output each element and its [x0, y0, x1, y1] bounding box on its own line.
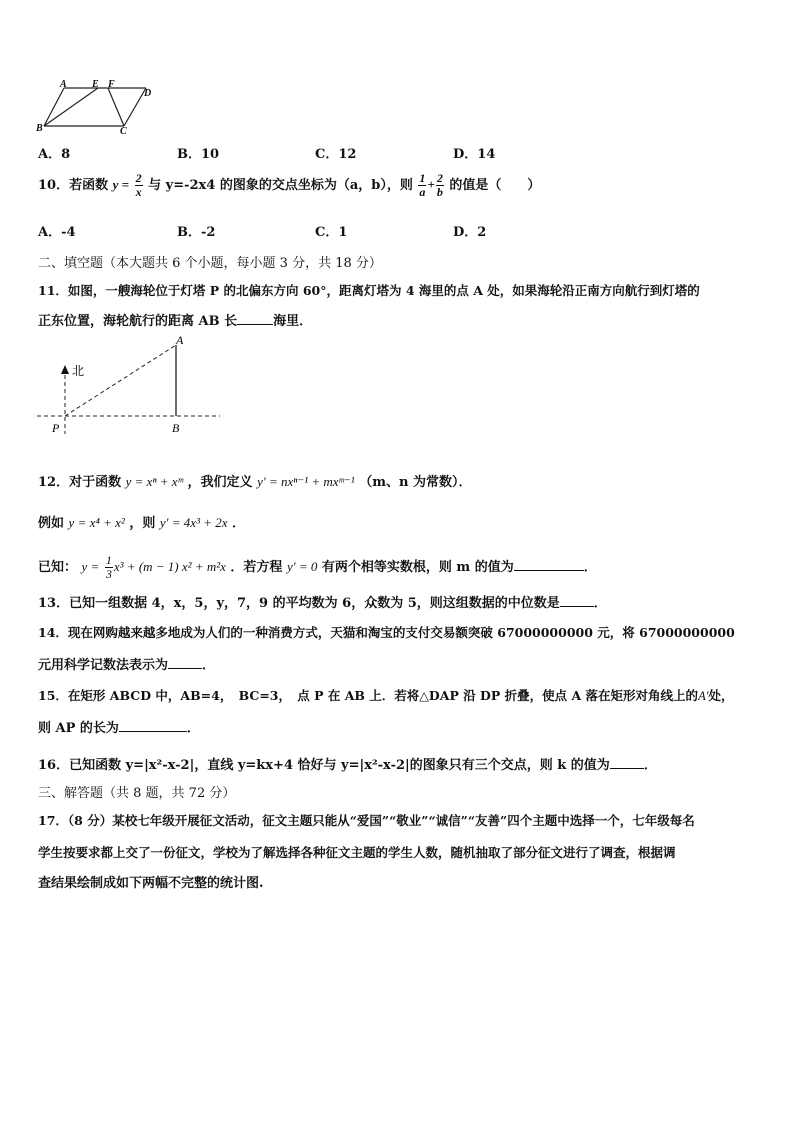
q11-line-2: 正东位置，海轮航行的距离 AB 长 海里．: [38, 314, 313, 329]
q10-mid: 与 y=-2x4 的图象的交点坐标为（a，b），则: [148, 178, 413, 193]
edge-dc: [124, 88, 146, 126]
q9-option-d: D．14: [453, 147, 496, 162]
q12-function: y = xⁿ + xᵐ: [125, 474, 183, 489]
label-e: E: [92, 79, 99, 90]
question-13: 13．已知一组数据 4，x，5，y，7，9 的平均数为 6，众数为 5，则这组数据的中位数是 ．: [38, 596, 607, 611]
q9-option-a: A．8: [38, 147, 71, 162]
label-f: F: [108, 79, 115, 90]
q12-line-1: 12．对于函数 y = xⁿ + xᵐ ，我们定义 y′ = nxⁿ⁻¹ + mxᵐ⁻¹ （m、n 为常数）．: [38, 474, 472, 490]
q10-y: y =: [112, 177, 130, 192]
q15-line-1: 15．在矩形 ABCD 中，AB=4， BC=3， 点 P 在 AB 上．若将△DAP 沿 DP 折叠，使点 A 落在矩形对角线上的A′处，: [38, 688, 734, 703]
segment-be: [44, 88, 98, 126]
q16-answer-blank: [610, 756, 644, 769]
q15-answer-blank: [119, 719, 187, 732]
q17-line-2: 学生按要求都上交了一份征文，学校为了解选择各种征文主题的学生人数，随机抽取了部分征文进行了调查，根据调: [38, 845, 676, 860]
lighthouse-figure: [32, 330, 232, 440]
q10-option-c: C．1: [315, 225, 348, 240]
label-d: D: [144, 88, 152, 99]
segment-cf: [108, 88, 124, 126]
q10-fraction-2: $\frac{1}{a}$: [419, 171, 426, 199]
q12-derivative: y′ = nxⁿ⁻¹ + mxᵐ⁻¹: [257, 474, 355, 489]
q14-answer-blank: [168, 656, 202, 669]
section-3-heading: 三、解答题（共 8 题，共 72 分）: [38, 786, 236, 801]
q13-answer-blank: [560, 594, 594, 607]
q11-line-1: 11．如图，一艘海轮位于灯塔 P 的北偏东方向 60°，距离灯塔为 4 海里的点 A 处，如果海轮沿正南方向航行到灯塔的: [38, 283, 700, 298]
q11-answer-blank: [237, 312, 273, 325]
q14-line-1: 14．现在网购越来越多地成为人们的一种消费方式，天猫和淘宝的支付交易额突破 67000000000 元，将 67000000000: [38, 625, 735, 640]
q12-known: 已知： y = $\frac{1}{3}$ x³ + (m − 1) x² + m²x ．若方程 y′ = 0 有两个相等实数根，则 m 的值为 ．: [38, 553, 597, 581]
q17-line-3: 查结果绘制成如下两幅不完整的统计图.: [38, 876, 264, 891]
label-a: A: [60, 79, 67, 90]
section-2-heading: 二、填空题（本大题共 6 个小题，每小题 3 分，共 18 分）: [38, 256, 382, 271]
north-label: 北: [72, 364, 85, 378]
q10-suffix: 的值是（ ）: [449, 178, 541, 193]
q10-prefix: 10．若函数: [38, 178, 109, 193]
north-arrow-icon: [61, 365, 69, 374]
q17-line-1: 17．（8 分）某校七年级开展征文活动，征文主题只能从“爱国”“敬业”“诚信”“友善”四个主题中选择一个，七年级每名: [38, 813, 695, 828]
q12-fraction: $\frac{1}{3}$: [105, 553, 112, 581]
q10-option-a: A．-4: [38, 225, 76, 240]
label-b: B: [36, 123, 43, 134]
label-p: P: [52, 421, 60, 435]
q12-answer-blank: [514, 558, 584, 571]
q9-option-b: B．10: [177, 147, 220, 162]
label-b: B: [172, 421, 180, 435]
q12-example: 例如 y = x⁴ + x² ，则 y′ = 4x³ + 2x ．: [38, 515, 246, 531]
segment-pa-dashed: [65, 345, 176, 416]
q10-option-b: B．-2: [177, 225, 216, 240]
question-10: 10．若函数 y = $\frac{2}{x}$ 与 y=-2x4 的图象的交点坐标为（a，b），则 $\frac{1}{a}$ + $\frac{2}{b}$ 的值是（ ）: [38, 171, 541, 199]
edge-ab: [44, 88, 64, 126]
question-16: 16．已知函数 y=|x²-x-2|，直线 y=kx+4 恰好与 y=|x²-x-2|的图象只有三个交点，则 k 的值为 ．: [38, 758, 657, 773]
q10-fraction-3: $\frac{2}{b}$: [436, 171, 443, 199]
q10-fraction-1: $\frac{2}{x}$: [135, 171, 142, 199]
q15-line-2: 则 AP 的长为 ．: [38, 721, 200, 736]
label-c: C: [120, 126, 127, 136]
q9-option-c: C．12: [315, 147, 357, 162]
parallelogram-figure: [34, 78, 159, 136]
q14-line-2: 元用科学记数法表示为 ．: [38, 658, 216, 673]
q10-option-d: D．2: [453, 225, 487, 240]
label-a: A: [176, 333, 184, 347]
